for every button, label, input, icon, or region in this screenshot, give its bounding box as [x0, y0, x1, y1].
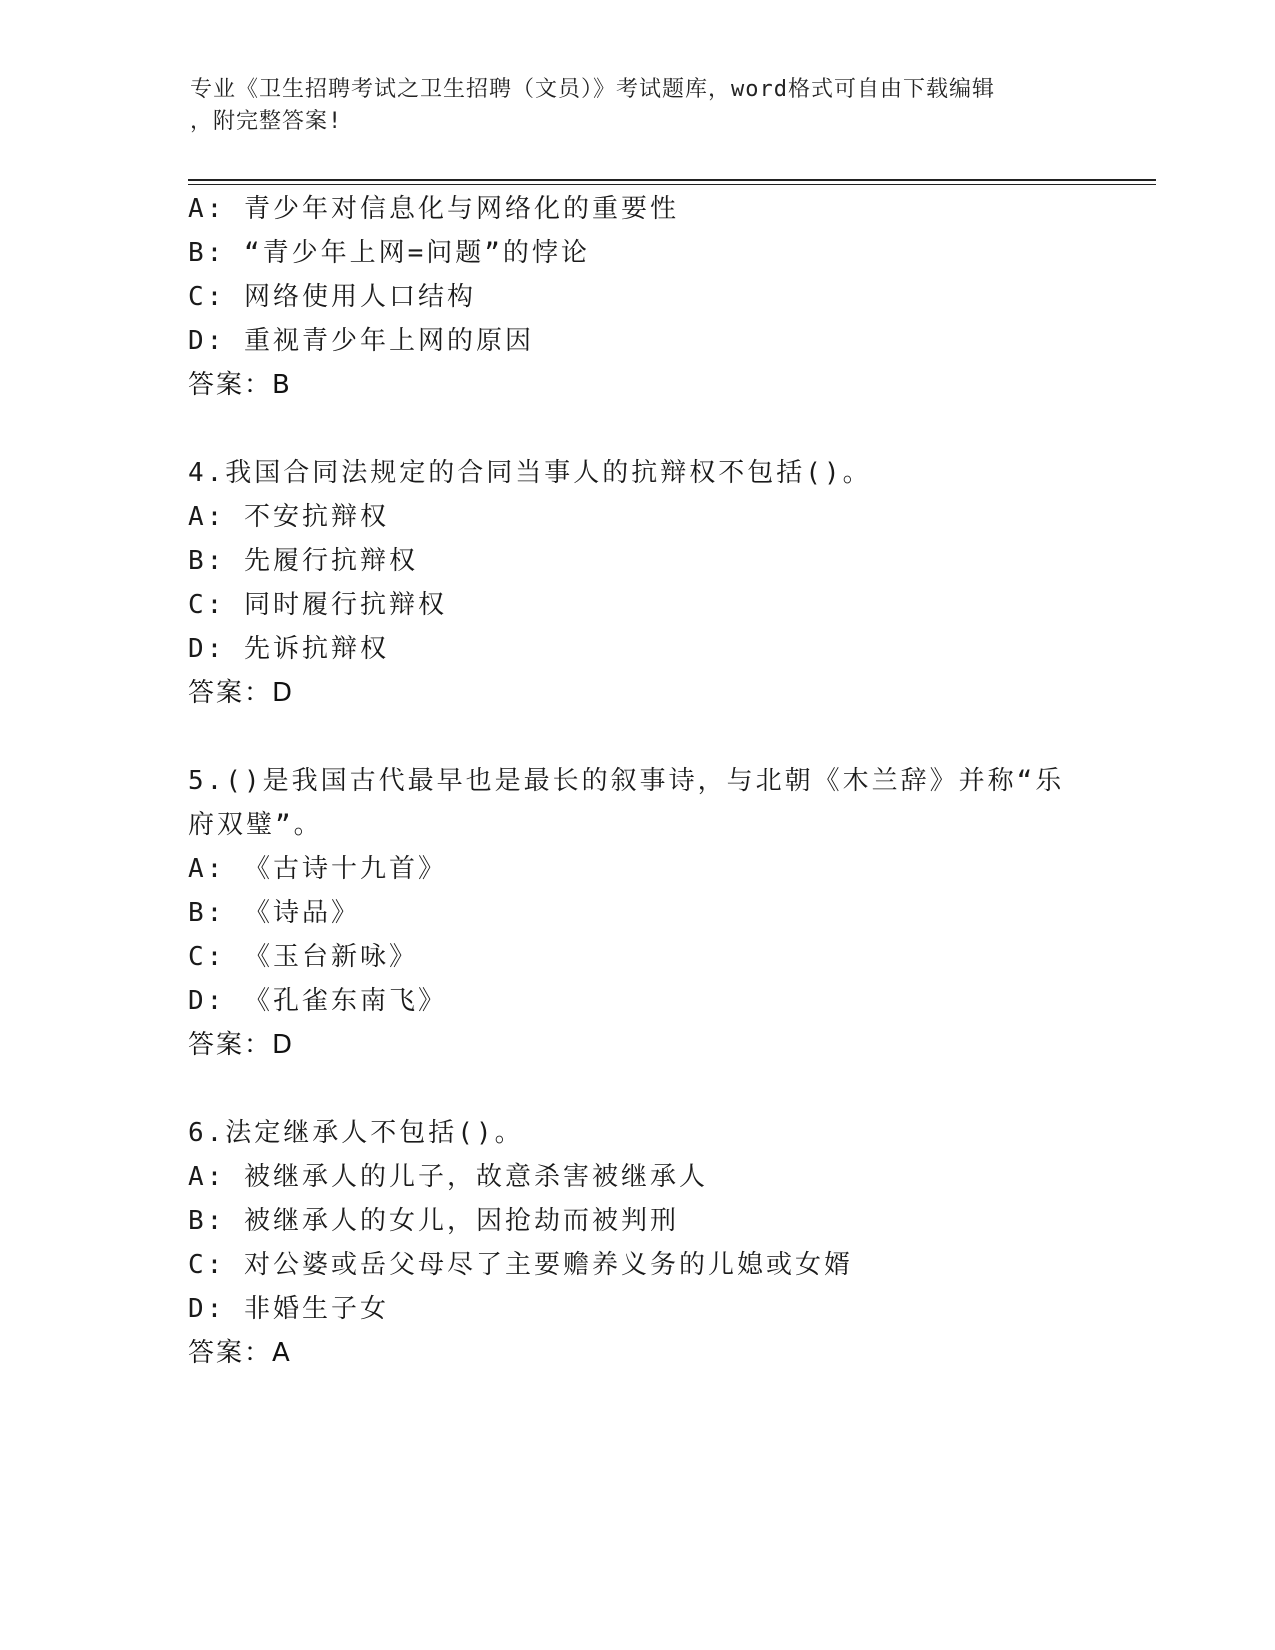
q4-option-a: A: 不安抗辩权	[188, 502, 389, 532]
header-title-line-2: ，附完整答案!	[190, 109, 343, 134]
q5-question-line-2: 府双璧”。	[188, 810, 323, 840]
q5-answer: 答案：D	[188, 1030, 295, 1060]
header-divider	[188, 179, 1156, 185]
q5-option-c: C: 《玉台新咏》	[188, 942, 418, 972]
q6-option-c: C: 对公婆或岳父母尽了主要赡养义务的儿媳或女婿	[188, 1250, 853, 1280]
q5-option-d: D: 《孔雀东南飞》	[188, 986, 447, 1016]
q6-question: 6.法定继承人不包括()。	[188, 1118, 524, 1148]
q3-answer: 答案：B	[188, 370, 292, 400]
q5-question-line-1: 5.()是我国古代最早也是最长的叙事诗，与北朝《木兰辞》并称“乐	[188, 766, 1065, 796]
q3-option-a: A: 青少年对信息化与网络化的重要性	[188, 194, 679, 224]
q3-option-d: D: 重视青少年上网的原因	[188, 326, 534, 356]
q5-option-b: B: 《诗品》	[188, 898, 360, 928]
q6-option-d: D: 非婚生子女	[188, 1294, 389, 1324]
q3-option-c: C: 网络使用人口结构	[188, 282, 476, 312]
q6-option-b: B: 被继承人的女儿，因抢劫而被判刑	[188, 1206, 679, 1236]
q4-option-b: B: 先履行抗辩权	[188, 546, 418, 576]
q4-answer: 答案：D	[188, 678, 295, 708]
document-header	[190, 74, 1070, 138]
q6-option-a: A: 被继承人的儿子，故意杀害被继承人	[188, 1162, 708, 1192]
q4-option-d: D: 先诉抗辩权	[188, 634, 389, 664]
q4-option-c: C: 同时履行抗辩权	[188, 590, 447, 620]
q5-option-a: A: 《古诗十九首》	[188, 854, 447, 884]
q4-question: 4.我国合同法规定的合同当事人的抗辩权不包括()。	[188, 458, 872, 488]
header-title-line-1: 专业《卫生招聘考试之卫生招聘（文员）》考试题库，word格式可自由下载编辑	[190, 77, 995, 102]
q6-answer: 答案：A	[188, 1338, 292, 1368]
q3-option-b: B: “青少年上网=问题”的悖论	[188, 238, 590, 268]
